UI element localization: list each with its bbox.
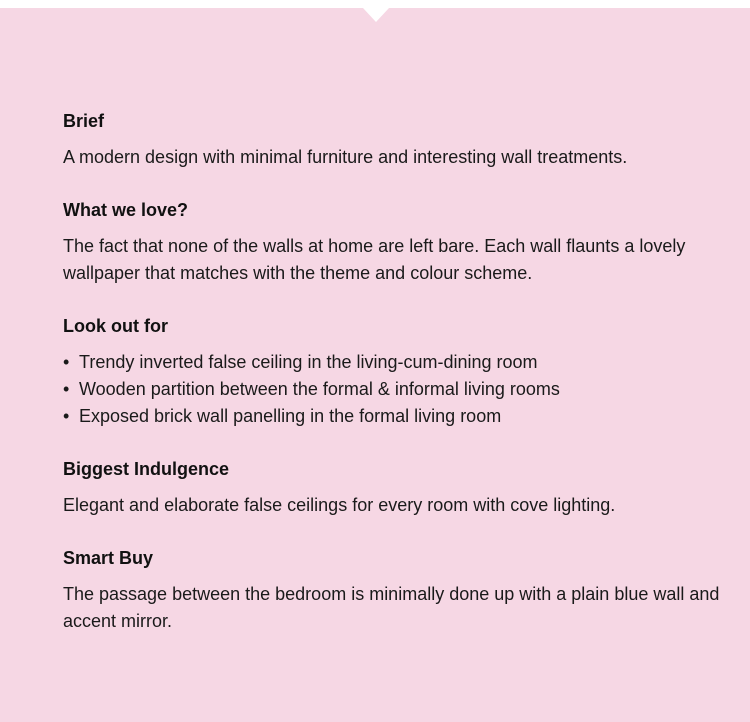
section-brief xyxy=(63,110,723,171)
section-heading: Brief xyxy=(63,111,105,131)
list-item-text: Wooden partition between the formal & informal living rooms xyxy=(79,379,560,399)
design-details xyxy=(63,110,723,663)
section-heading: Biggest Indulgence xyxy=(63,459,230,479)
section-look-out-for xyxy=(63,315,723,430)
section-smart-buy xyxy=(63,547,723,635)
list-item xyxy=(63,403,723,430)
bullet-icon: • xyxy=(63,352,70,372)
section-heading: Look out for xyxy=(63,316,168,336)
section-heading: Smart Buy xyxy=(63,548,154,568)
bullet-icon: • xyxy=(63,406,70,426)
list-item-text: Trendy inverted false ceiling in the living-cum-dining room xyxy=(79,352,538,372)
section-text: The fact that none of the walls at home are left bare. Each wall flaunts a lovely wallpaper that matches with the theme and colour scheme. xyxy=(63,236,686,283)
bullet-list xyxy=(63,349,723,430)
list-item xyxy=(63,349,723,376)
section-text: The passage between the bedroom is minimally done up with a plain blue wall and accent mirror. xyxy=(63,584,720,631)
pointer-notch xyxy=(363,8,389,22)
section-text: A modern design with minimal furniture and interesting wall treatments. xyxy=(63,147,628,167)
section-text: Elegant and elaborate false ceilings for every room with cove lighting. xyxy=(63,495,616,515)
section-heading: What we love? xyxy=(63,200,189,220)
section-biggest-indulgence xyxy=(63,458,723,519)
list-item-text: Exposed brick wall panelling in the formal living room xyxy=(79,406,502,426)
list-item xyxy=(63,376,723,403)
section-what-we-love xyxy=(63,199,723,287)
bullet-icon: • xyxy=(63,379,70,399)
